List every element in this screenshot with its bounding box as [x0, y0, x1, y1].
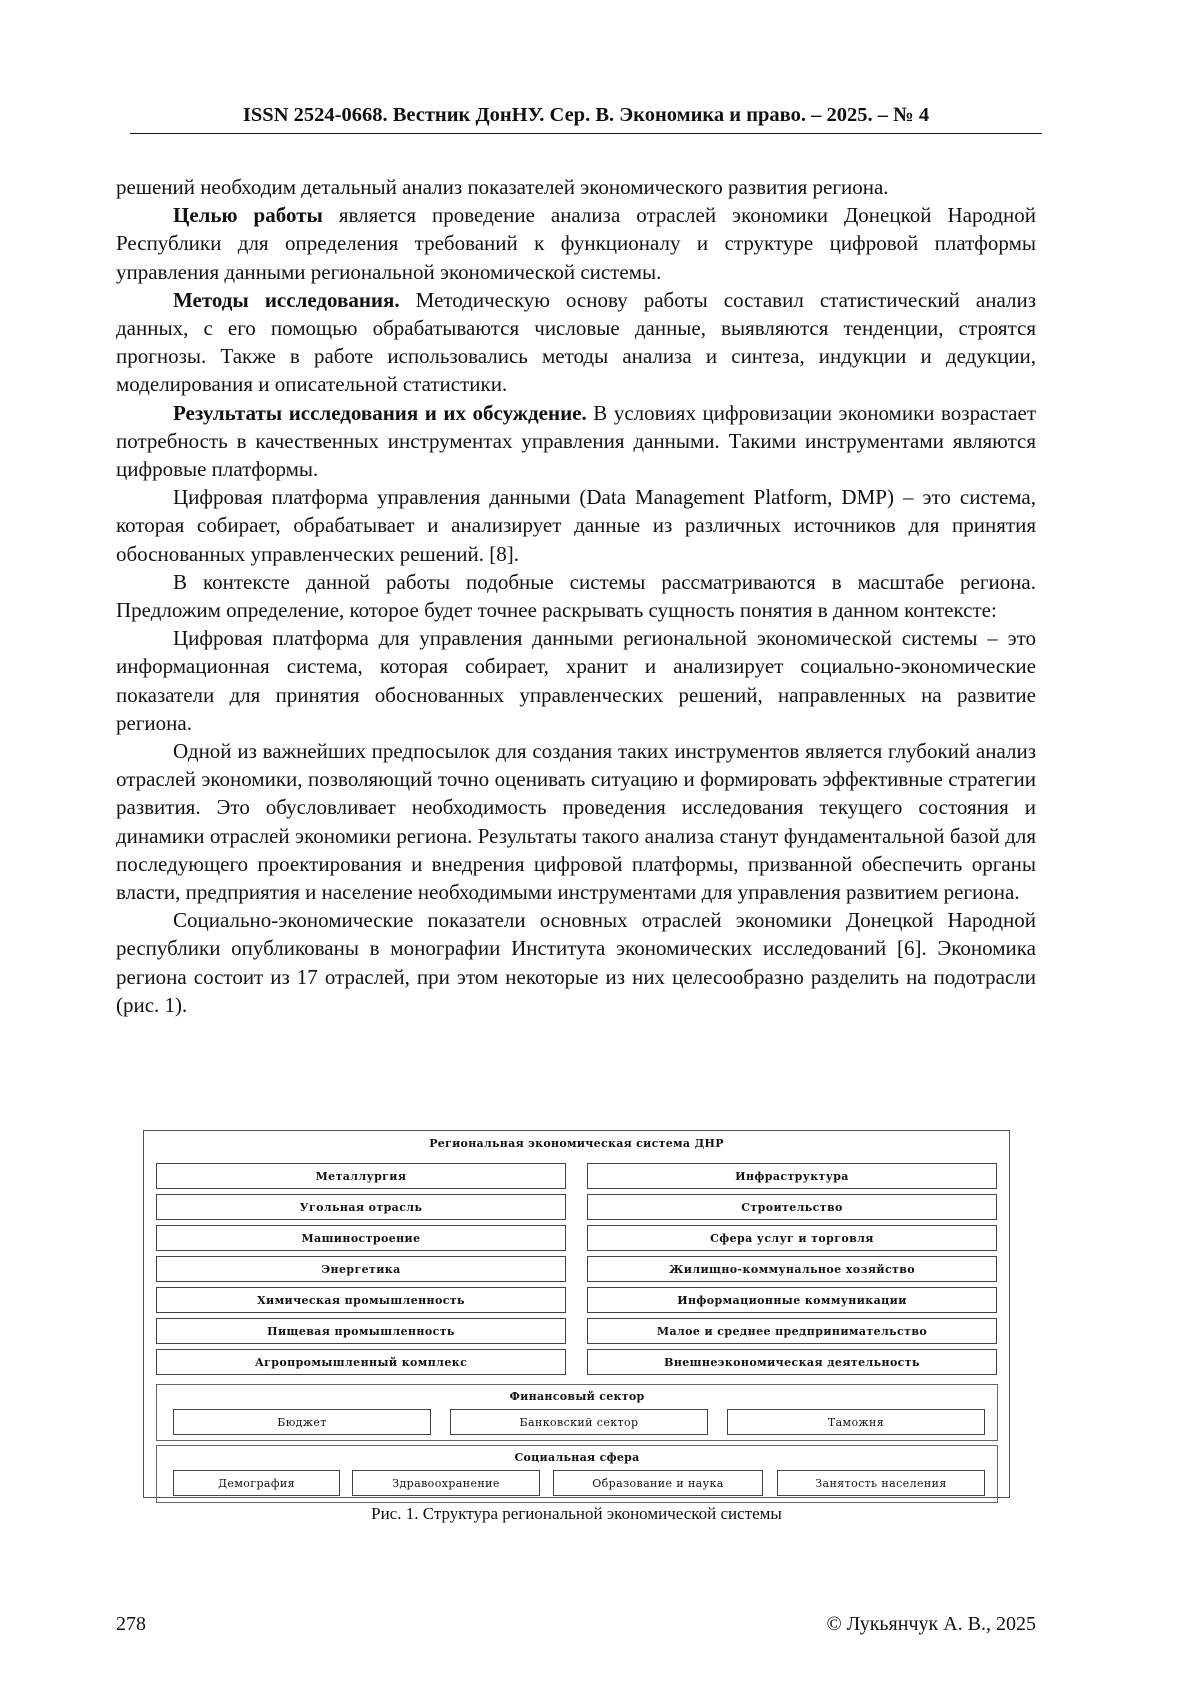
diagram-node: Внешнеэкономическая деятельность [587, 1349, 997, 1375]
diagram-node: Строительство [587, 1194, 997, 1220]
paragraph-text: Методическую основу работы составил статистический анализ данных, с его помощью обрабатываются числовые данные, выявляются тенденции, строятся прогнозы. Также в работе использовались методы анализа и синтеза, индукции и дедукции, моделирования и описательной статистики. [116, 287, 1036, 397]
diagram-node: Малое и среднее предпринимательство [587, 1318, 997, 1344]
paragraph-results [116, 399, 1036, 484]
paragraph-lead: Целью работы [173, 203, 323, 228]
paragraph: Цифровая платформа управления данными (Data Management Platform, DMP) – это система, которая собирает, обрабатывает и анализирует данные из различных источников для принятия обоснованных управленческих решений. [8]. [116, 485, 1036, 566]
paragraph-goal [116, 201, 1036, 286]
paragraph-methods [116, 286, 1036, 399]
copyright: © Лукьянчук А. В., 2025 [826, 1613, 1036, 1635]
diagram-node: Таможня [727, 1409, 985, 1435]
diagram-node: Банковский сектор [450, 1409, 708, 1435]
diagram-group-financial [156, 1384, 998, 1441]
diagram-node: Информационные коммуникации [587, 1287, 997, 1313]
diagram-node: Демография [173, 1470, 340, 1496]
diagram-node: Энергетика [156, 1256, 566, 1282]
diagram-node: Пищевая промышленность [156, 1318, 566, 1344]
diagram-node: Бюджет [173, 1409, 431, 1435]
paragraph-lead: Методы исследования. [173, 287, 400, 312]
group-title: Социальная сфера [514, 1451, 640, 1464]
paragraph: Социально-экономические показатели основных отраслей экономики Донецкой Народной республики опубликованы в монографии Института экономических исследований [6]. Экономика региона состоит из 17 отраслей, при этом некоторые из них целесообразно разделить на подотрасли (рис. 1). [116, 908, 1036, 1017]
diagram-node: Образование и наука [553, 1470, 763, 1496]
page-number: 278 [116, 1613, 146, 1635]
figure-diagram [143, 1130, 1010, 1498]
diagram-group-social [156, 1445, 998, 1503]
group-title: Финансовый сектор [509, 1390, 645, 1403]
diagram-node: Химическая промышленность [156, 1287, 566, 1313]
paragraph-lead: Результаты исследования и их обсуждение. [173, 400, 587, 425]
paragraph: Одной из важнейших предпосылок для создания таких инструментов является глубокий анализ отраслей экономики, позволяющий точно оценивать ситуацию и формировать эффективные стратегии развития. Это обусловливает необходимость проведения исследования текущего состояния и динамики отраслей экономики региона. Результаты такого анализа станут фундаментальной базой для последующего проектирования и внедрения цифровой платформы, призванной обеспечить органы власти, предприятия и население необходимыми инструментами для управления развитием региона. [116, 739, 1036, 905]
paragraph-definition: Цифровая платформа для управления данными региональной экономической системы – это информационная система, которая собирает, хранит и анализирует социально-экономические показатели для принятия обоснованных управленческих решений, направленных на развитие региона. [116, 626, 1036, 735]
diagram-node: Машиностроение [156, 1225, 566, 1251]
diagram-node: Металлургия [156, 1163, 566, 1189]
article-body [116, 173, 1036, 1019]
paragraph-text: является проведение анализа отраслей экономики Донецкой Народной Республики для определения требований к функционалу и структуре цифровой платформы управления данными региональной экономической системы. [116, 203, 1036, 284]
diagram-node: Инфраструктура [587, 1163, 997, 1189]
figure-caption: Рис. 1. Структура региональной экономической системы [371, 1504, 782, 1523]
paragraph: В контексте данной работы подобные системы рассматриваются в масштабе региона. Предложим определение, которое будет точнее раскрывать сущность понятия в данном контексте: [116, 569, 1036, 623]
diagram-node: Агропромышленный комплекс [156, 1349, 566, 1375]
paragraph-text: В условиях цифровизации экономики возрастает потребность в качественных инструментах управления данными. Такими инструментами являются цифровые платформы. [116, 400, 1037, 482]
diagram-node: Сфера услуг и торговля [587, 1225, 997, 1251]
diagram-node: Угольная отрасль [156, 1194, 566, 1220]
diagram-node: Здравоохранение [352, 1470, 540, 1496]
diagram-title: Региональная экономическая система ДНР [429, 1137, 724, 1150]
diagram-node: Жилищно-коммунальное хозяйство [587, 1256, 997, 1282]
running-header: ISSN 2524-0668. Вестник ДонНУ. Сер. В. Экономика и право. – 2025. – № 4 [130, 104, 1042, 134]
paragraph: решений необходим детальный анализ показателей экономического развития региона. [116, 175, 889, 199]
diagram-node: Занятость населения [777, 1470, 985, 1496]
